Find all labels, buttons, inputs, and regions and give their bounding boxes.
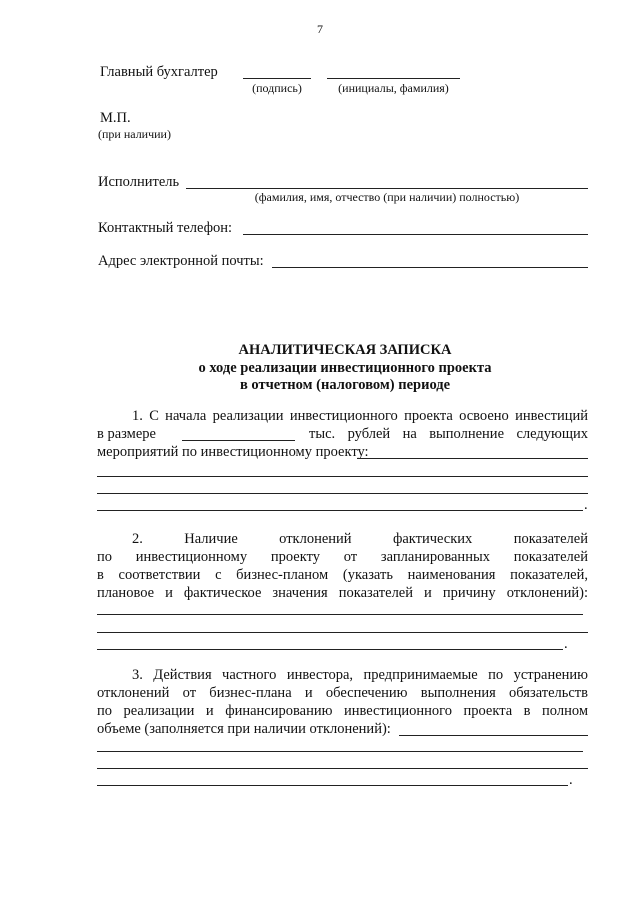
name-line[interactable]: [327, 78, 460, 79]
item2-word: показателей: [513, 549, 588, 565]
signature-line[interactable]: [243, 78, 311, 79]
executor-label: Исполнитель: [98, 174, 180, 190]
item1-end-mark: .: [584, 497, 588, 513]
note-title: АНАЛИТИЧЕСКАЯ ЗАПИСКА: [238, 342, 452, 358]
item2-field-1[interactable]: [97, 614, 583, 615]
item3-field-2[interactable]: [97, 751, 583, 752]
phone-label: Контактный телефон:: [98, 220, 233, 236]
executor-caption: (фамилия, имя, отчество (при наличии) полностью): [254, 190, 520, 204]
item2-word: по: [97, 549, 113, 565]
item2-word: отклонений: [279, 531, 352, 547]
item2-word: Наличие: [184, 531, 238, 547]
item3-field-1[interactable]: [399, 735, 588, 736]
item1-amount-label: в размере: [97, 426, 156, 442]
item2-line1: [132, 531, 588, 548]
item3-field-3[interactable]: [97, 768, 588, 769]
chief-accountant-label: Главный бухгалтер: [100, 64, 218, 80]
item2-word: 2.: [132, 531, 143, 547]
item1-field-4[interactable]: [97, 510, 583, 511]
item1-field-1[interactable]: [357, 458, 588, 459]
email-label: Адрес электронной почты:: [98, 253, 264, 269]
item3-line4: объеме (заполняется при наличии отклонений):: [97, 721, 391, 737]
item2-line2: [97, 549, 588, 566]
note-subtitle-2: в отчетном (налоговом) периоде: [239, 377, 451, 393]
executor-field[interactable]: [186, 188, 588, 189]
item2-word: запланированных: [380, 549, 490, 565]
item1-line3: мероприятий по инвестиционному проекту:: [97, 444, 369, 460]
stamp-label: М.П.: [100, 110, 131, 126]
item3-end-mark: .: [569, 772, 573, 788]
item2-line4: плановое и фактическое значения показателей и причину отклонений):: [97, 585, 588, 601]
item1-line2-rest: тыс. рублей на выполнение следующих: [309, 426, 588, 442]
item3-line1: 3. Действия частного инвестора, предпринимаемые по устранению: [132, 667, 588, 683]
item2-word: показателей: [513, 531, 588, 547]
signature-caption: (подпись): [252, 81, 302, 95]
item1-amount-field[interactable]: [182, 440, 295, 441]
email-field[interactable]: [272, 267, 588, 268]
item2-field-2[interactable]: [97, 632, 588, 633]
page-number: 7: [317, 22, 323, 36]
note-subtitle-1: о ходе реализации инвестиционного проекта: [198, 360, 492, 376]
item2-field-3[interactable]: [97, 649, 563, 650]
item1-field-2[interactable]: [97, 476, 588, 477]
item3-line3: по реализации и финансированию инвестиционного проекта в полном: [97, 703, 588, 719]
item2-end-mark: .: [564, 636, 568, 652]
stamp-note: (при наличии): [98, 127, 171, 141]
item2-word: от: [343, 549, 358, 565]
item3-field-4[interactable]: [97, 785, 568, 786]
item1-line1: 1. С начала реализации инвестиционного проекта освоено инвестиций: [132, 408, 588, 424]
item2-line3: в соответствии с бизнес-планом (указать наименования показателей,: [97, 567, 588, 583]
phone-field[interactable]: [243, 234, 588, 235]
item2-word: инвестиционному: [135, 549, 248, 565]
item1-field-3[interactable]: [97, 493, 588, 494]
item3-line2: отклонений от бизнес-плана и обеспечению выполнения обязательств: [97, 685, 588, 701]
name-caption: (инициалы, фамилия): [338, 81, 449, 95]
item2-word: фактических: [392, 531, 473, 547]
item2-word: проекту: [270, 549, 320, 565]
